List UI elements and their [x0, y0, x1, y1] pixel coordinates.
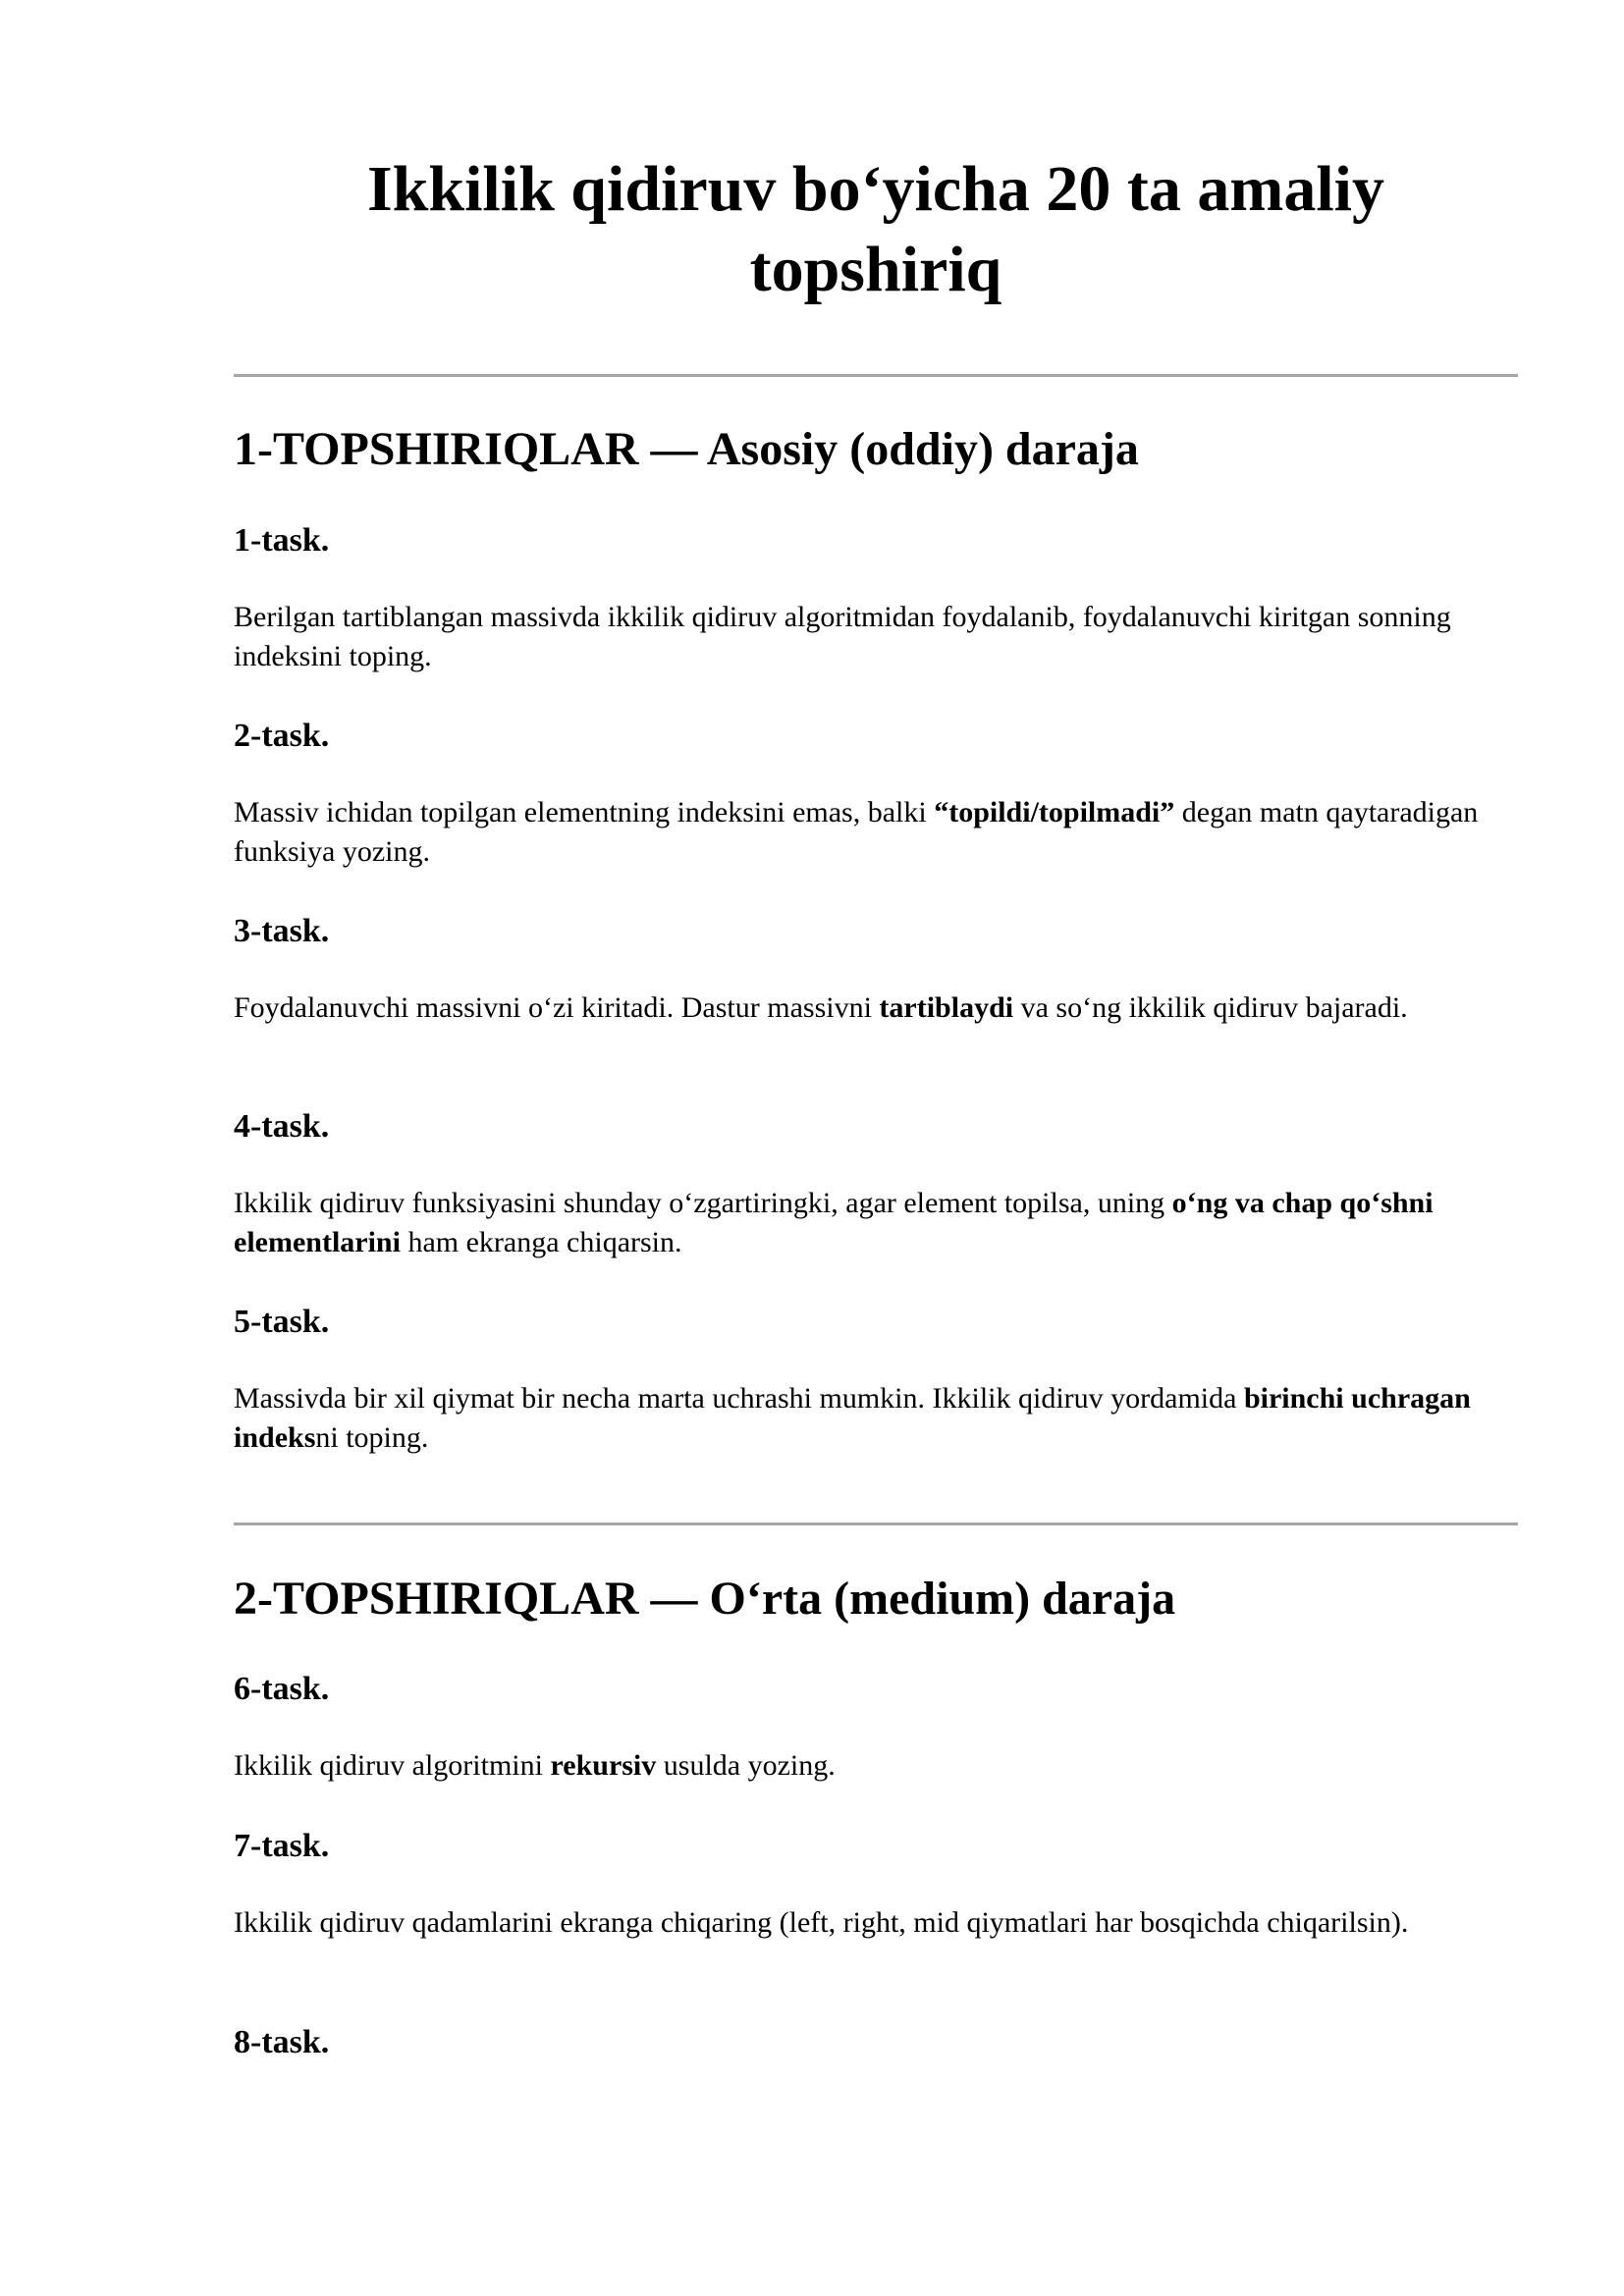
task-5-text: Massivda bir xil qiymat bir necha marta uchrashi mumkin. Ikkilik qidiruv yordamida birinchi uchragan indeksni toping.: [234, 1382, 1471, 1454]
task-4-text: Ikkilik qidiruv funksiyasini shunday o‘zgartiringki, agar element topilsa, uning o‘ng va chap qo‘shni elementlarini ham ekranga chiqarsin.: [234, 1187, 1434, 1258]
task-6-label: 6-task.: [234, 1671, 330, 1707]
task-2-label: 2-task.: [234, 718, 330, 754]
task-8-label: 8-task.: [234, 2024, 330, 2060]
task-1-label: 1-task.: [234, 522, 330, 559]
task-4-label: 4-task.: [234, 1108, 330, 1145]
section-heading-basic: 1-TOPSHIRIQLAR — Asosiy (oddiy) daraja: [234, 423, 1139, 475]
task-5-label: 5-task.: [234, 1304, 330, 1340]
task-3-label: 3-task.: [234, 913, 330, 949]
task-2-text: Massiv ichidan topilgan elementning indeksini emas, balki “topildi/topilmadi” degan matn qaytaradigan funksiya yozing.: [234, 796, 1479, 868]
task-3-text: Foydalanuvchi massivni o‘zi kiritadi. Dastur massivni tartiblaydi va so‘ng ikkilik qidiruv bajaradi.: [234, 991, 1408, 1024]
task-7-label: 7-task.: [234, 1828, 330, 1864]
task-6-text: Ikkilik qidiruv algoritmini rekursiv usulda yozing.: [234, 1749, 836, 1782]
section-divider: [234, 374, 1518, 377]
section-divider: [234, 1522, 1518, 1525]
task-7-text: Ikkilik qidiruv qadamlarini ekranga chiqaring (left, right, mid qiymatlari har bosqichda chiqarilsin).: [234, 1906, 1409, 1939]
task-1-text: Berilgan tartiblangan massivda ikkilik qidiruv algoritmidan foydalanib, foydalanuvchi kiritgan sonning indeksini toping.: [234, 601, 1451, 672]
document-title: Ikkilik qidiruv bo‘yicha 20 ta amaliy topshiriq: [366, 153, 1385, 305]
section-heading-medium: 2-TOPSHIRIQLAR — O‘rta (medium) daraja: [234, 1573, 1176, 1625]
